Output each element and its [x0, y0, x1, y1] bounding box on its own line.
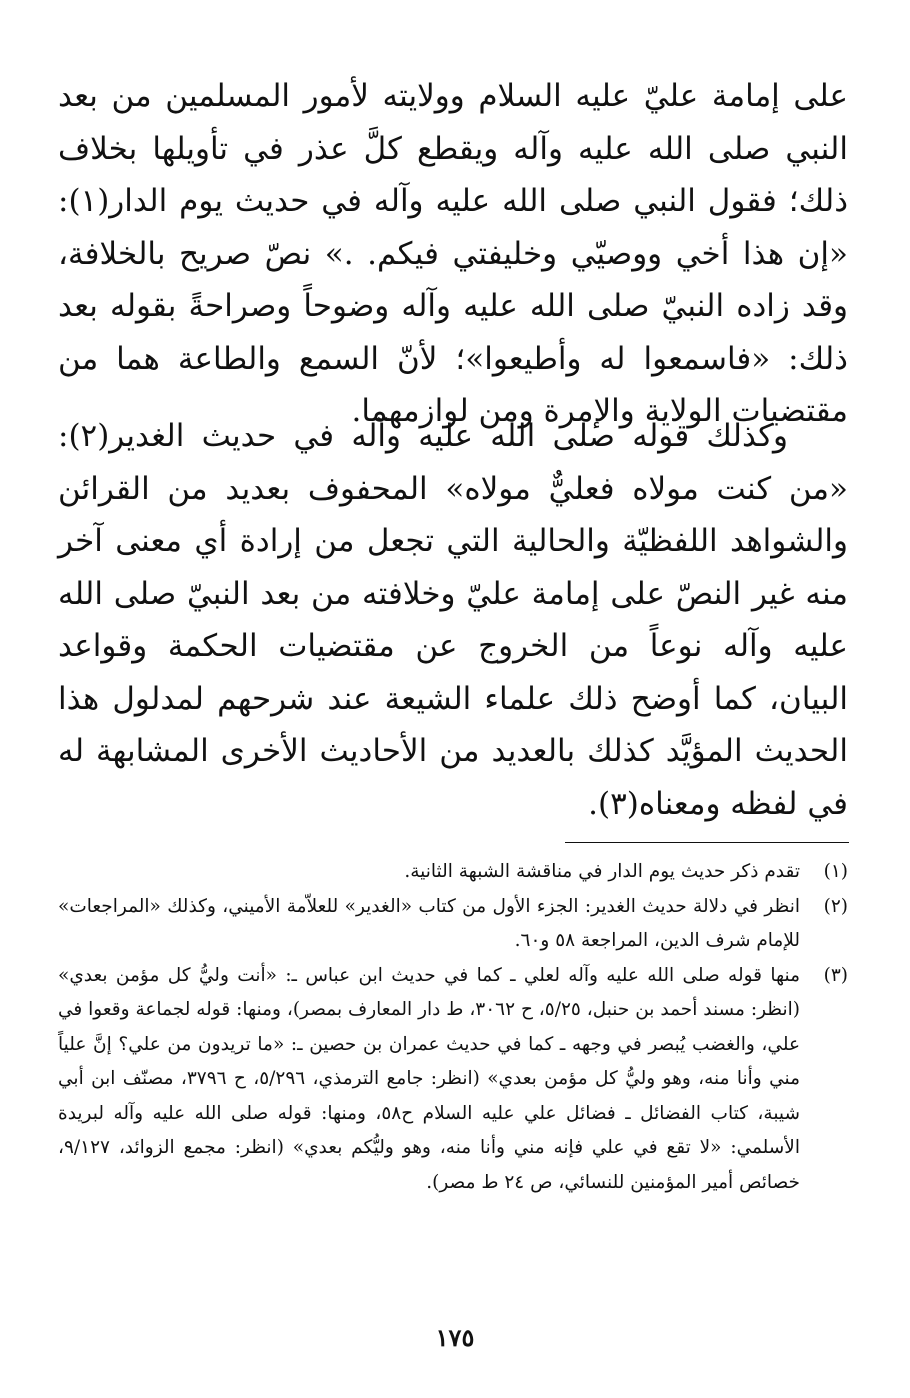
- footnote-2: [58, 890, 848, 959]
- footnote-text: تقدم ذكر حديث يوم الدار في مناقشة الشبهة الثانية.: [404, 861, 800, 882]
- footnote-number: (١): [823, 861, 848, 882]
- body-text-continued: [58, 410, 848, 830]
- body-text: [58, 70, 848, 438]
- footnote-separator: [565, 842, 849, 843]
- footnote-1: [58, 855, 848, 890]
- footnote-number: (٢): [823, 895, 848, 917]
- paragraph-1: على إمامة عليّ عليه السلام وولايته لأمور المسلمين من بعد النبي صلى الله عليه وآله ويقطع كلَّ عذر في تأويلها بخلاف ذلك؛ فقول النبي صلى الله عليه وآله في حديث يوم الدار(١): «إن هذا أخي ووصيّي وخليفتي فيكم. .» نصّ صريح بالخلافة، وقد زاده النبيّ صلى الله عليه وآله وضوحاً وصراحةً بقوله بعد ذلك: «فاسمعوا له وأطيعوا»؛ لأنّ السمع والطاعة هما من مقتضيات الولاية والإمرة ومن لوازمهما.: [58, 78, 848, 429]
- footnote-number: (٣): [823, 964, 848, 986]
- footnote-text: انظر في دلالة حديث الغدير: الجزء الأول من كتاب «الغدير» للعلاّمة الأميني، وكذلك «المراجعات» للإمام شرف الدين، المراجعة ٥٨ و٦٠.: [58, 895, 800, 951]
- footnotes: [58, 855, 848, 1200]
- paragraph-2: وكذلك قوله صلى الله عليه وآله في حديث الغدير(٢): «من كنت مولاه فعليٌّ مولاه» المحفوف بعديد من القرائن والشواهد اللفظيّة والحالية التي تجعل من إرادة أي معنى آخر منه غير النصّ على إمامة عليّ وخلافته من بعد النبيّ صلى الله عليه وآله نوعاً من الخروج عن مقتضيات الحكمة وقواعد البيان، كما أوضح ذلك علماء الشيعة عند شرحهم لمدلول هذا الحديث المؤيَّد كذلك بالعديد من الأحاديث الأخرى المشابهة له في لفظه ومعناه(٣).: [58, 418, 848, 822]
- footnote-text: منها قوله صلى الله عليه وآله لعلي ـ كما في حديث ابن عباس ـ: «أنت وليُّ كل مؤمن بعدي» (انظر: مسند أحمد بن حنبل، ٥/٢٥، ح ٣٠٦٢، ط دار المعارف بمصر)، ومنها: قوله لجماعة وقعوا في علي، والغضب يُبصر في وجهه ـ كما في حديث عمران بن حصين ـ: «ما تريدون من علي؟ إنَّ علياً مني وأنا منه، وهو وليُّ كل مؤمن بعدي» (انظر: جامع الترمذي، ٥/٢٩٦، ح ٣٧٩٦، مصنّف ابن أبي شيبة، كتاب الفضائل ـ فضائل علي عليه السلام ح٥٨، ومنها: قوله صلى الله عليه وآله لبريدة الأسلمي: «لا تقع في علي فإنه مني وأنا منه، وهو وليُّكم بعدي» (انظر: مجمع الزوائد، ٩/١٢٧، خصائص أمير المؤمنين للنسائي، ص ٢٤ ط مصر).: [58, 964, 800, 1193]
- page-number: ١٧٥: [435, 1323, 475, 1352]
- footnote-3: [58, 959, 848, 1201]
